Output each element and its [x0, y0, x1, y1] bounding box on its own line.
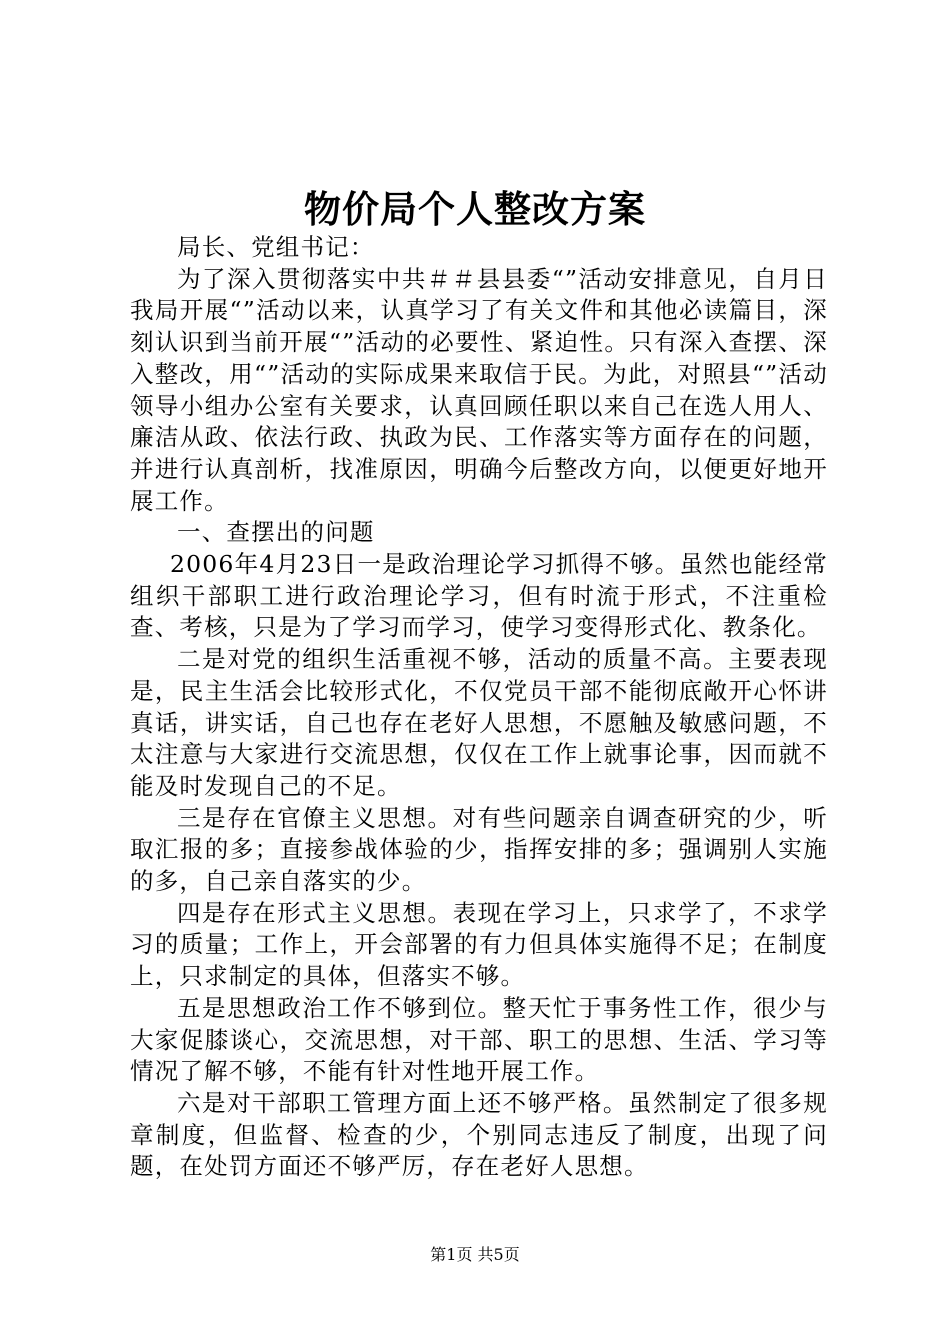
document-body	[130, 232, 828, 1183]
intro-paragraph: 为了深入贯彻落实中共＃＃县县委“”活动安排意见，自月日我局开展“”活动以来，认真学习了有关文件和其他必读篇目，深刻认识到当前开展“”活动的必要性、紧迫性。只有深入查摆、深入整改，用“”活动的实际成果来取信于民。为此，对照县“”活动领导小组办公室有关要求，认真回顾任职以来自己在选人用人、廉洁从政、依法行政、执政为民、工作落实等方面存在的问题，并进行认真剖析，找准原因，明确今后整改方向，以便更好地开展工作。	[130, 264, 828, 515]
problem-paragraph-3: 三是存在官僚主义思想。对有些问题亲自调查研究的少，听取汇报的多；直接参战体验的少，指挥安排的多；强调别人实施的多，自己亲自落实的少。	[130, 803, 828, 896]
problem-paragraph-4: 四是存在形式主义思想。表现在学习上，只求学了，不求学习的质量；工作上，开会部署的有力但具体实施得不足；在制度上，只求制定的具体，但落实不够。	[130, 898, 828, 991]
page-number-footer: 第1页 共5页	[430, 1245, 520, 1264]
document-title: 物价局个人整改方案	[304, 187, 646, 231]
salutation-paragraph: 局长、党组书记：	[177, 233, 375, 261]
section-heading: 一、查摆出的问题	[177, 518, 375, 547]
problem-paragraph-2: 二是对党的组织生活重视不够，活动的质量不高。主要表现是，民主生活会比较形式化，不仅党员干部不能彻底敞开心怀讲真话，讲实话，自己也存在老好人思想，不愿触及敏感问题，不太注意与大家进行交流思想，仅仅在工作上就事论事，因而就不能及时发现自己的不足。	[130, 645, 828, 800]
problem-paragraph-6: 六是对干部职工管理方面上还不够严格。虽然制定了很多规章制度，但监督、检查的少，个别同志违反了制度，出现了问题，在处罚方面还不够严厉，存在老好人思想。	[130, 1088, 828, 1181]
problem-paragraph-5: 五是思想政治工作不够到位。整天忙于事务性工作，很少与大家促膝谈心，交流思想，对干部、职工的思想、生活、学习等情况了解不够，不能有针对性地开展工作。	[130, 993, 828, 1086]
problem-paragraph-1: 2006年4月23日一是政治理论学习抓得不够。虽然也能经常组织干部职工进行政治理论学习，但有时流于形式，不注重检查、考核，只是为了学习而学习，使学习变得形式化、教条化。	[130, 550, 828, 642]
